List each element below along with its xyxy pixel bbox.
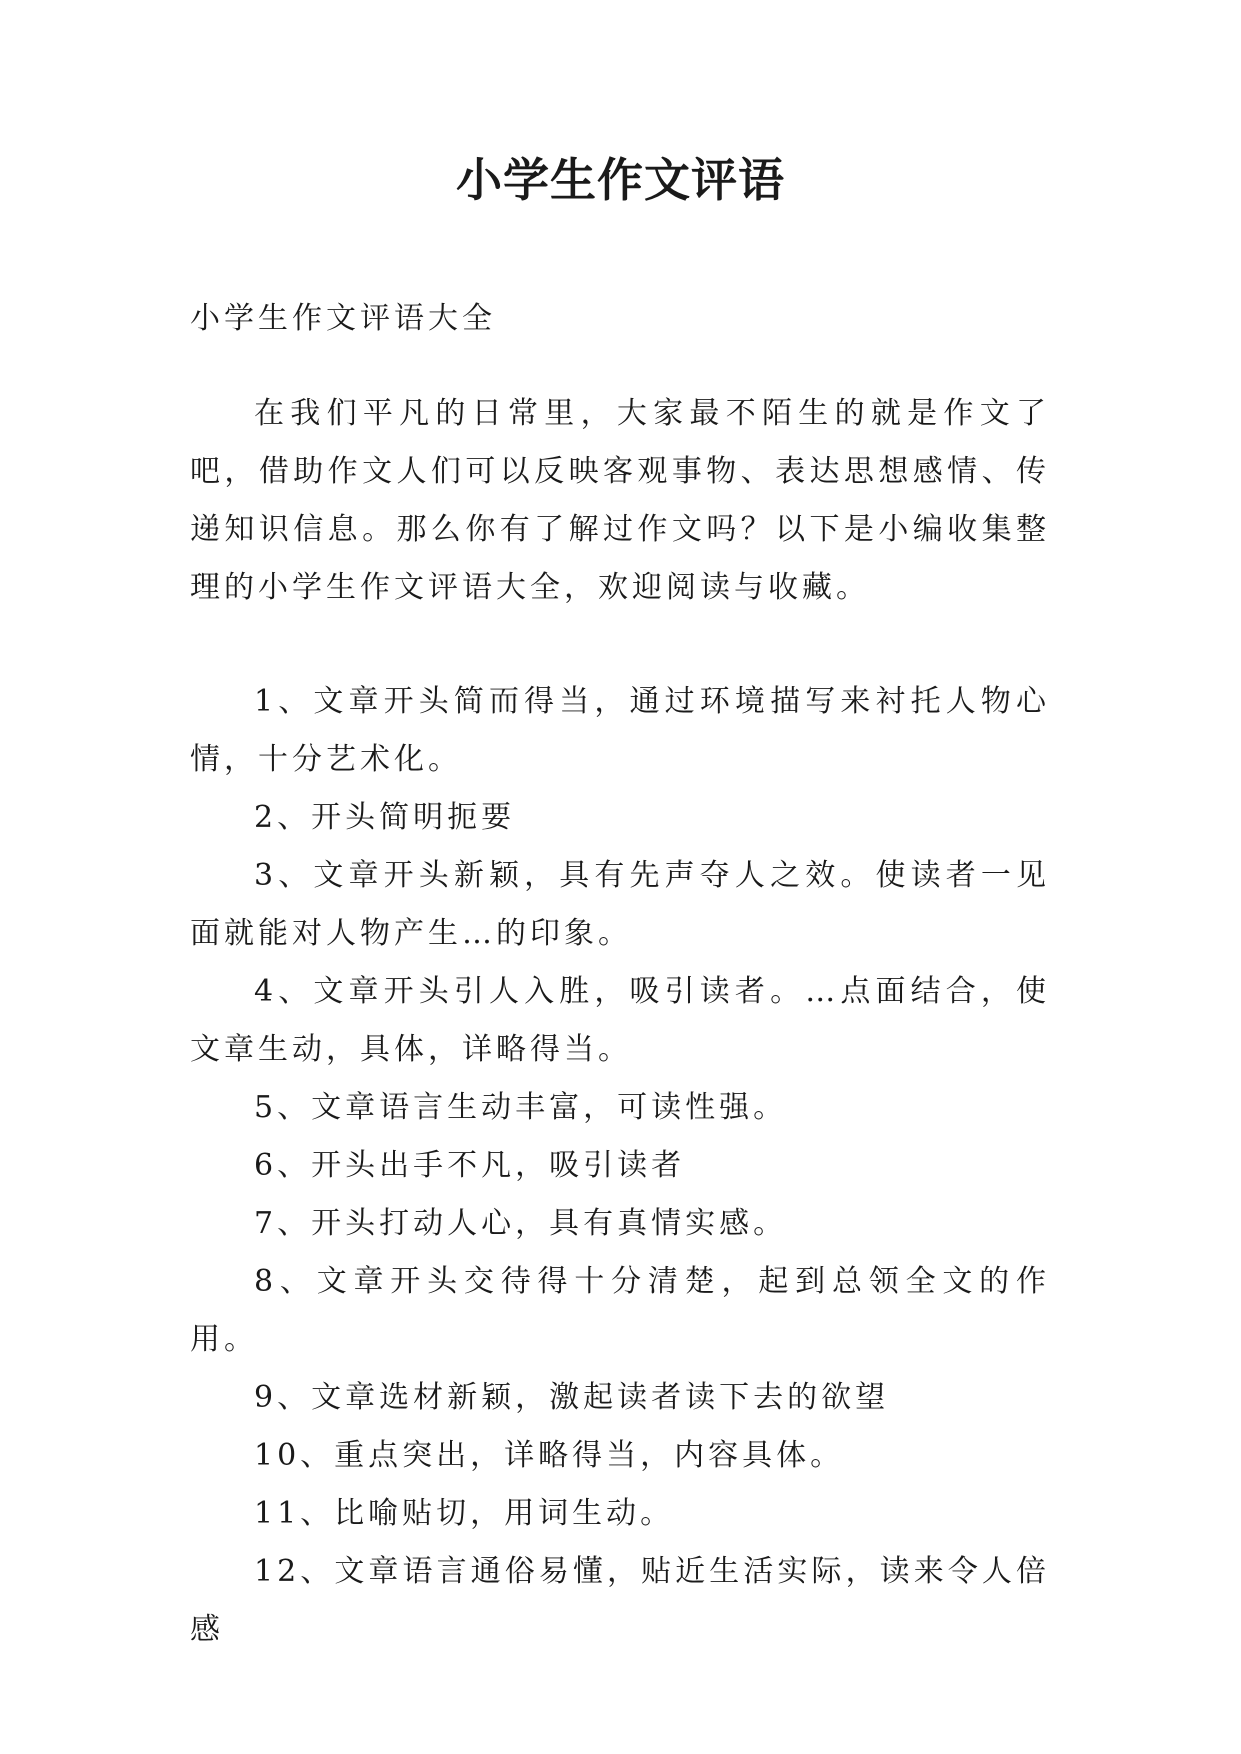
comment-item: 4、文章开头引人入胜，吸引读者。…点面结合，使文章生动，具体，详略得当。 (190, 974, 1050, 1067)
comment-item: 12、文章语言通俗易懂，贴近生活实际，读来令人倍感 (190, 1554, 1050, 1647)
comment-item: 1、文章开头简而得当，通过环境描写来衬托人物心情，十分艺术化。 (190, 684, 1050, 777)
comment-item: 3、文章开头新颖，具有先声夺人之效。使读者一见面就能对人物产生…的印象。 (190, 858, 1050, 951)
comment-item: 11、比喻贴切，用词生动。 (254, 1496, 675, 1531)
comment-item: 6、开头出手不凡，吸引读者 (254, 1148, 686, 1183)
comment-item: 9、文章选材新颖，激起读者读下去的欲望 (254, 1380, 890, 1415)
comment-item: 10、重点突出，详略得当，内容具体。 (254, 1438, 845, 1473)
document-subtitle: 小学生作文评语大全 (190, 301, 496, 336)
comment-item: 8、文章开头交待得十分清楚，起到总领全文的作用。 (190, 1264, 1050, 1357)
comment-item: 5、文章语言生动丰富，可读性强。 (254, 1090, 788, 1125)
document-body (190, 290, 1050, 1659)
intro-paragraph: 在我们平凡的日常里，大家最不陌生的就是作文了吧，借助作文人们可以反映客观事物、表达思想感情、传递知识信息。那么你有了解过作文吗？以下是小编收集整理的小学生作文评语大全，欢迎阅读与收藏。 (190, 396, 1050, 605)
comment-item: 7、开头打动人心，具有真情实感。 (254, 1206, 788, 1241)
document-title: 小学生作文评语 (456, 153, 785, 207)
comment-item: 2、开头简明扼要 (254, 800, 516, 835)
